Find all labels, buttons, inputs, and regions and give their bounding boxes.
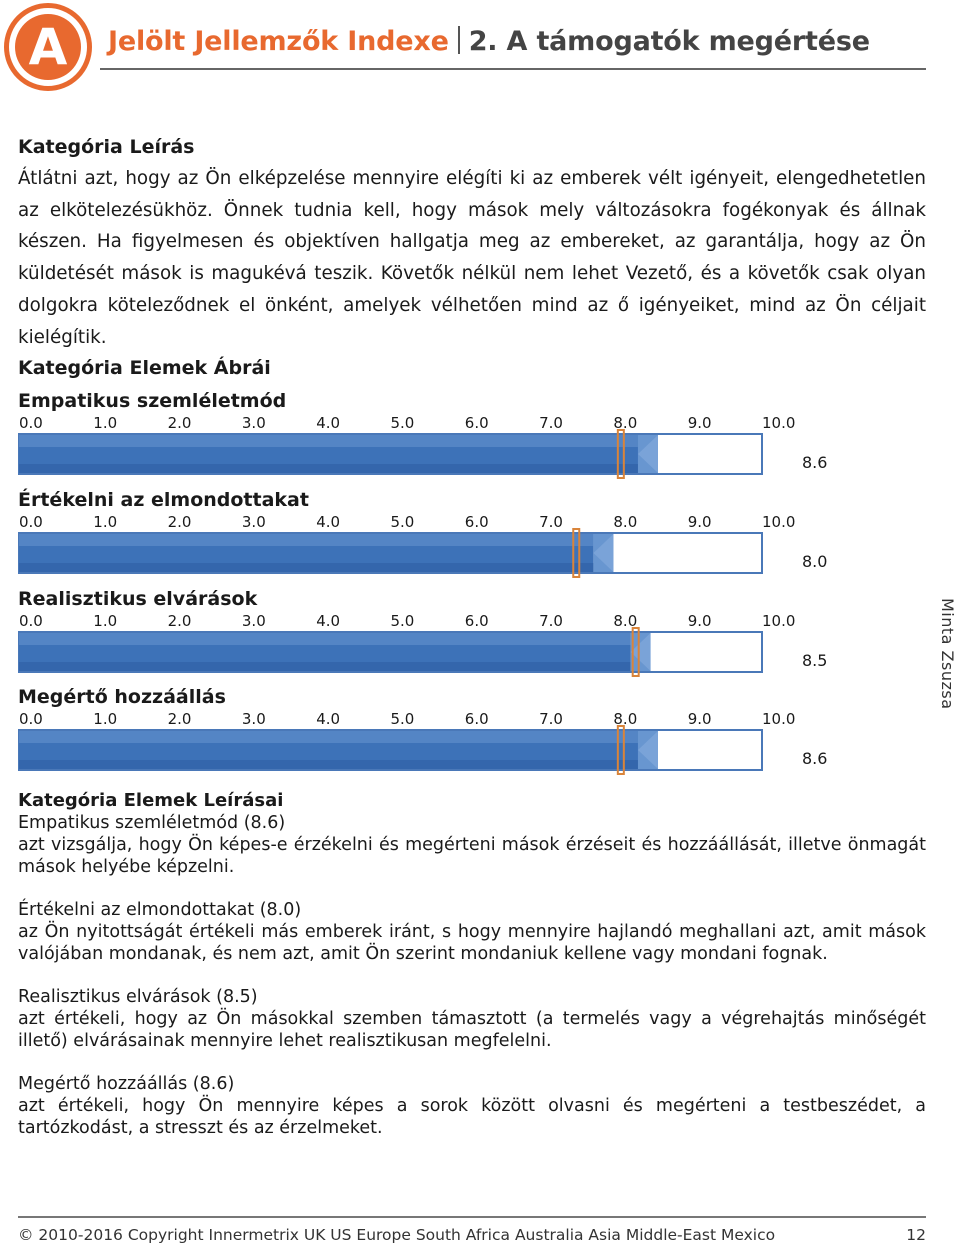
tick-label: 9.0 xyxy=(687,513,712,531)
score-bar-highlight xyxy=(19,534,593,546)
chart-empatikus xyxy=(18,390,838,486)
element-desc-item xyxy=(18,899,926,965)
elements-descriptions xyxy=(18,790,926,1160)
tick-label: 2.0 xyxy=(167,513,192,531)
elements-desc-heading: Kategória Elemek Leírásai xyxy=(18,790,284,811)
tick-label: 1.0 xyxy=(93,513,118,531)
footer-rule xyxy=(18,1216,926,1218)
score-value-label: 8.5 xyxy=(802,651,828,670)
element-desc-text: azt értékeli, hogy Ön mennyire képes a sorok között olvasni és megérteni a testbeszédet, a tartózkodást, a stresszt és az érzelmeket. xyxy=(18,1096,926,1138)
chart-title: Realisztikus elvárások xyxy=(18,588,258,610)
tick-label: 7.0 xyxy=(539,612,563,630)
tick-label: 7.0 xyxy=(539,710,563,728)
tick-label: 6.0 xyxy=(464,612,489,630)
score-bar-shade xyxy=(19,464,638,473)
tick-label: 4.0 xyxy=(316,414,341,432)
tick-label: 5.0 xyxy=(390,710,415,728)
chart-title: Megértő hozzáállás xyxy=(18,686,226,708)
tick-label: 9.0 xyxy=(687,414,712,432)
element-desc-title: Megértő hozzáállás (8.6) xyxy=(18,1074,235,1094)
score-value-label: 8.6 xyxy=(802,453,828,472)
category-description: Átlátni azt, hogy az Ön elképzelése mennyire elégíti ki az emberek vélt igényeit, elengedhetetlen az elkötelezésükhöz. Önnek tudnia kell, hogy mások mely változásokra fogékonyak és állnak készen. Ha figyelmesen és objektíven hallgatja meg az embereket, az garantálja, hogy az Ön küldetését mások is magukévá teszik. Követők nélkül nem lehet Vezető, és a követők csak olyan dolgokra köteleződnek el önként, amelyek vélhetően mind az ő igényeiket, mind az Ön céljait kielégítik. xyxy=(18,168,926,348)
tick-label: 9.0 xyxy=(687,710,712,728)
element-desc-title: Empatikus szemléletmód (8.6) xyxy=(18,813,286,833)
report-title: Jelölt Jellemzők Indexe xyxy=(108,26,449,57)
element-desc-text: az Ön nyitottságát értékeli más emberek iránt, s hogy mennyire hajlandó meghallani azt, amit mások valójában mondanak, és nem azt, amit Ön szerint mondaniuk kellene vagy mondani fognak. xyxy=(18,922,926,964)
element-desc-item xyxy=(18,812,926,878)
tick-label: 6.0 xyxy=(464,513,489,531)
section-title: 2. A támogatók megértése xyxy=(468,26,870,57)
tick-label: 7.0 xyxy=(539,414,563,432)
tick-label: 1.0 xyxy=(93,414,118,432)
chart-title: Értékelni az elmondottakat xyxy=(18,489,309,511)
header-rule xyxy=(100,68,926,70)
tick-label: 10.0 xyxy=(762,612,796,630)
page-title xyxy=(108,26,870,57)
innermetrix-logo-icon xyxy=(4,3,92,91)
chart-ertekelni xyxy=(18,489,838,585)
chart-svg xyxy=(18,704,838,784)
candidate-name: Minta Zsuzsa xyxy=(938,598,957,710)
element-desc-text: azt vizsgálja, hogy Ön képes-e érzékelni és megérteni mások érzéseit és hozzáállását, illetve önmagát mások helyébe képzelni. xyxy=(18,835,926,877)
score-bar-shade xyxy=(19,760,638,769)
chart-title: Empatikus szemléletmód xyxy=(18,390,287,412)
tick-label: 10.0 xyxy=(762,710,796,728)
chart-svg xyxy=(18,408,838,488)
score-bar-highlight xyxy=(19,731,638,743)
chart-svg xyxy=(18,606,838,686)
page-header xyxy=(0,0,960,95)
chart-megerto xyxy=(18,686,838,782)
title-divider xyxy=(458,26,460,54)
tick-label: 5.0 xyxy=(390,612,415,630)
tick-label: 1.0 xyxy=(93,710,118,728)
tick-label: 8.0 xyxy=(613,612,638,630)
score-bar-shade xyxy=(19,662,631,671)
tick-label: 3.0 xyxy=(241,612,266,630)
score-bar-shade xyxy=(19,563,593,572)
tick-label: 10.0 xyxy=(762,414,796,432)
tick-label: 5.0 xyxy=(390,513,415,531)
element-desc-text: azt értékeli, hogy az Ön másokkal szemben támasztott (a termelés vagy a végrehajtás minőségét illető) elvárásainak mennyire lehet realisztikusan megfelelni. xyxy=(18,1009,926,1051)
element-desc-item xyxy=(18,986,926,1052)
page-number: 12 xyxy=(906,1226,926,1244)
tick-label: 4.0 xyxy=(316,612,341,630)
tick-label: 3.0 xyxy=(241,414,266,432)
tick-label: 0.0 xyxy=(19,414,43,432)
tick-label: 0.0 xyxy=(19,612,43,630)
tick-label: 1.0 xyxy=(93,612,118,630)
tick-label: 3.0 xyxy=(241,710,266,728)
logo-letter: A xyxy=(15,14,81,80)
footer-copyright: © 2010-2016 Copyright Innermetrix UK US Europe South Africa Australia Asia Middle-East Mexico xyxy=(18,1226,776,1244)
element-desc-title: Realisztikus elvárások (8.5) xyxy=(18,987,258,1007)
tick-label: 6.0 xyxy=(464,710,489,728)
tick-label: 9.0 xyxy=(687,612,712,630)
tick-label: 8.0 xyxy=(613,414,638,432)
tick-label: 2.0 xyxy=(167,612,192,630)
element-desc-item xyxy=(18,1073,926,1139)
tick-label: 0.0 xyxy=(19,710,43,728)
tick-label: 4.0 xyxy=(316,710,341,728)
charts-heading: Kategória Elemek Ábrái xyxy=(18,357,271,379)
tick-label: 2.0 xyxy=(167,414,192,432)
category-heading: Kategória Leírás xyxy=(18,136,195,158)
score-value-label: 8.0 xyxy=(802,552,828,571)
tick-label: 3.0 xyxy=(241,513,266,531)
tick-label: 0.0 xyxy=(19,513,43,531)
tick-label: 2.0 xyxy=(167,710,192,728)
chart-svg xyxy=(18,507,838,587)
tick-label: 8.0 xyxy=(613,710,638,728)
score-bar-highlight xyxy=(19,435,638,447)
tick-label: 6.0 xyxy=(464,414,489,432)
tick-label: 5.0 xyxy=(390,414,415,432)
element-desc-title: Értékelni az elmondottakat (8.0) xyxy=(18,900,302,920)
score-bar-highlight xyxy=(19,633,631,645)
tick-label: 8.0 xyxy=(613,513,638,531)
tick-label: 10.0 xyxy=(762,513,796,531)
tick-label: 4.0 xyxy=(316,513,341,531)
tick-label: 7.0 xyxy=(539,513,563,531)
score-value-label: 8.6 xyxy=(802,749,828,768)
chart-realisztikus xyxy=(18,588,838,684)
